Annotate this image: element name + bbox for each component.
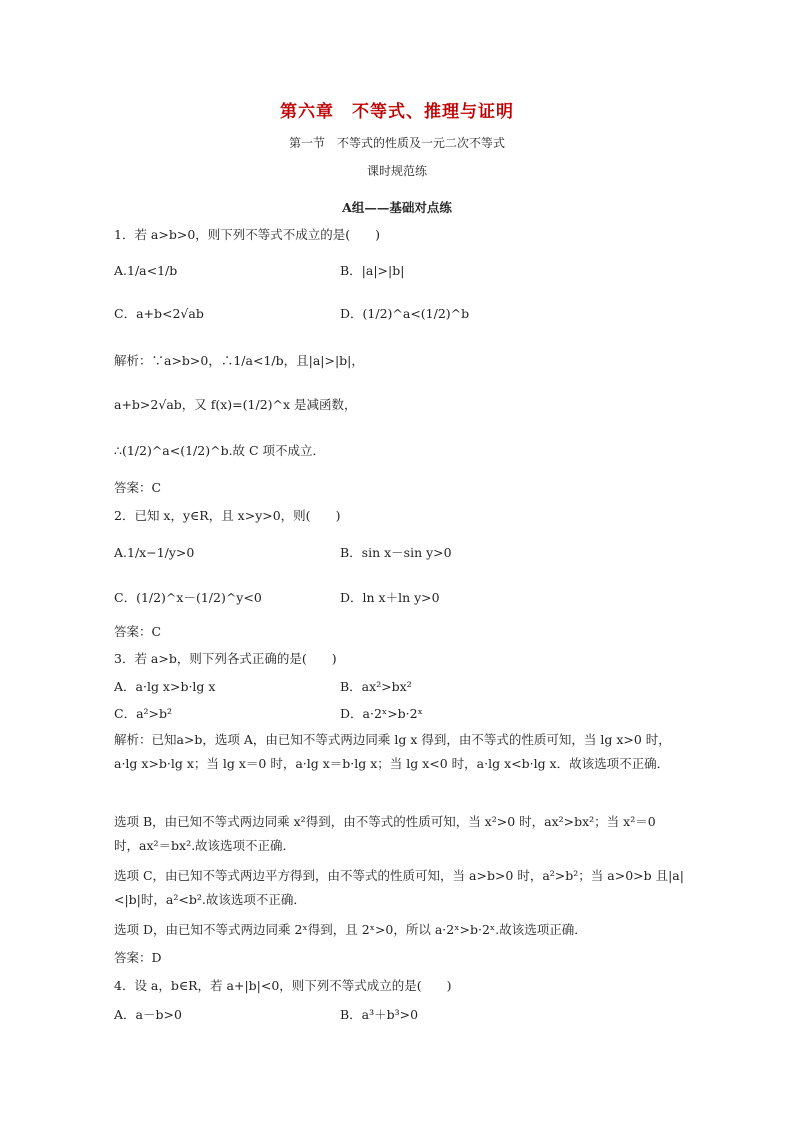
q2-option-d: D．ln x＋ln y>0 bbox=[340, 590, 440, 605]
q3-answer: 答案：D bbox=[114, 950, 162, 965]
q3-option-b: B．ax²>bx² bbox=[340, 679, 412, 694]
q3-stem: 3．若 a>b，则下列各式正确的是( ) bbox=[114, 651, 337, 666]
q1-answer: 答案：C bbox=[114, 480, 162, 495]
q1-option-a: A.1/a<1/b bbox=[114, 263, 178, 278]
q4-stem: 4．设 a，b∈R，若 a+|b|<0，则下列不等式成立的是( ) bbox=[114, 978, 452, 993]
q1-option-b: B．|a|>|b| bbox=[340, 263, 405, 278]
q3-option-c: C．a²>b² bbox=[114, 706, 173, 721]
q1-solution-line-3: ∴(1/2)^a<(1/2)^b.故 C 项不成立． bbox=[114, 443, 326, 458]
q1-option-c: C．a+b<2√ab bbox=[114, 306, 204, 321]
q2-option-a: A.1/x−1/y>0 bbox=[114, 545, 195, 560]
q2-option-b: B．sin x－sin y>0 bbox=[340, 545, 452, 560]
q1-option-d: D．(1/2)^a<(1/2)^b bbox=[340, 306, 470, 321]
q2-option-c: C．(1/2)^x－(1/2)^y<0 bbox=[114, 590, 262, 605]
q4-option-a: A．a－b>0 bbox=[114, 1007, 182, 1022]
q3-solution-b: 选项 B，由已知不等式两边同乘 x²得到，由不等式的性质可知，当 x²>0 时，ax²>bx²；当 x²＝0 时，ax²＝bx².故该选项不正确． bbox=[114, 814, 656, 853]
q4-option-b: B．a³＋b³>0 bbox=[340, 1007, 419, 1022]
q3-solution-c: 选项 C，由已知不等式两边平方得到，由不等式的性质可知，当 a>b>0 时，a²>b²；当 a>0>b 且|a|<|b|时，a²<b².故该选项不正确． bbox=[114, 868, 684, 907]
chapter-title: 第六章 不等式、推理与证明 bbox=[280, 102, 514, 122]
q3-option-d: D．a·2ˣ>b·2ˣ bbox=[340, 706, 423, 721]
q1-stem: 1．若 a>b>0，则下列不等式不成立的是( ) bbox=[114, 227, 381, 242]
q3-solution-d: 选项 D，由已知不等式两边同乘 2ˣ得到，且 2ˣ>0，所以 a·2ˣ>b·2ˣ.故该选项正确． bbox=[114, 922, 587, 937]
q2-stem: 2．已知 x，y∈R，且 x>y>0，则( ) bbox=[114, 508, 341, 523]
subtitle: 课时规范练 bbox=[366, 164, 427, 178]
group-title: A组——基础对点练 bbox=[342, 200, 452, 215]
q3-option-a: A．a·lg x>b·lg x bbox=[114, 679, 216, 694]
section-title: 第一节 不等式的性质及一元二次不等式 bbox=[288, 136, 505, 150]
q1-solution-line-2: a+b>2√ab，又 f(x)=(1/2)^x 是减函数， bbox=[114, 397, 357, 412]
q2-answer: 答案：C bbox=[114, 624, 162, 639]
q1-solution-line-1: 解析：∵a>b>0，∴1/a<1/b，且|a|>|b|， bbox=[114, 353, 364, 368]
q3-solution-a: 解析：已知a>b，选项 A，由已知不等式两边同乘 lg x 得到，由不等式的性质可知，当 lg x>0 时，a·lg x>b·lg x；当 lg x＝0 时，a·lg x＝b·lg x；当 lg x<0 时，a·lg x<b·lg x．故该选项不正确． bbox=[114, 732, 671, 771]
